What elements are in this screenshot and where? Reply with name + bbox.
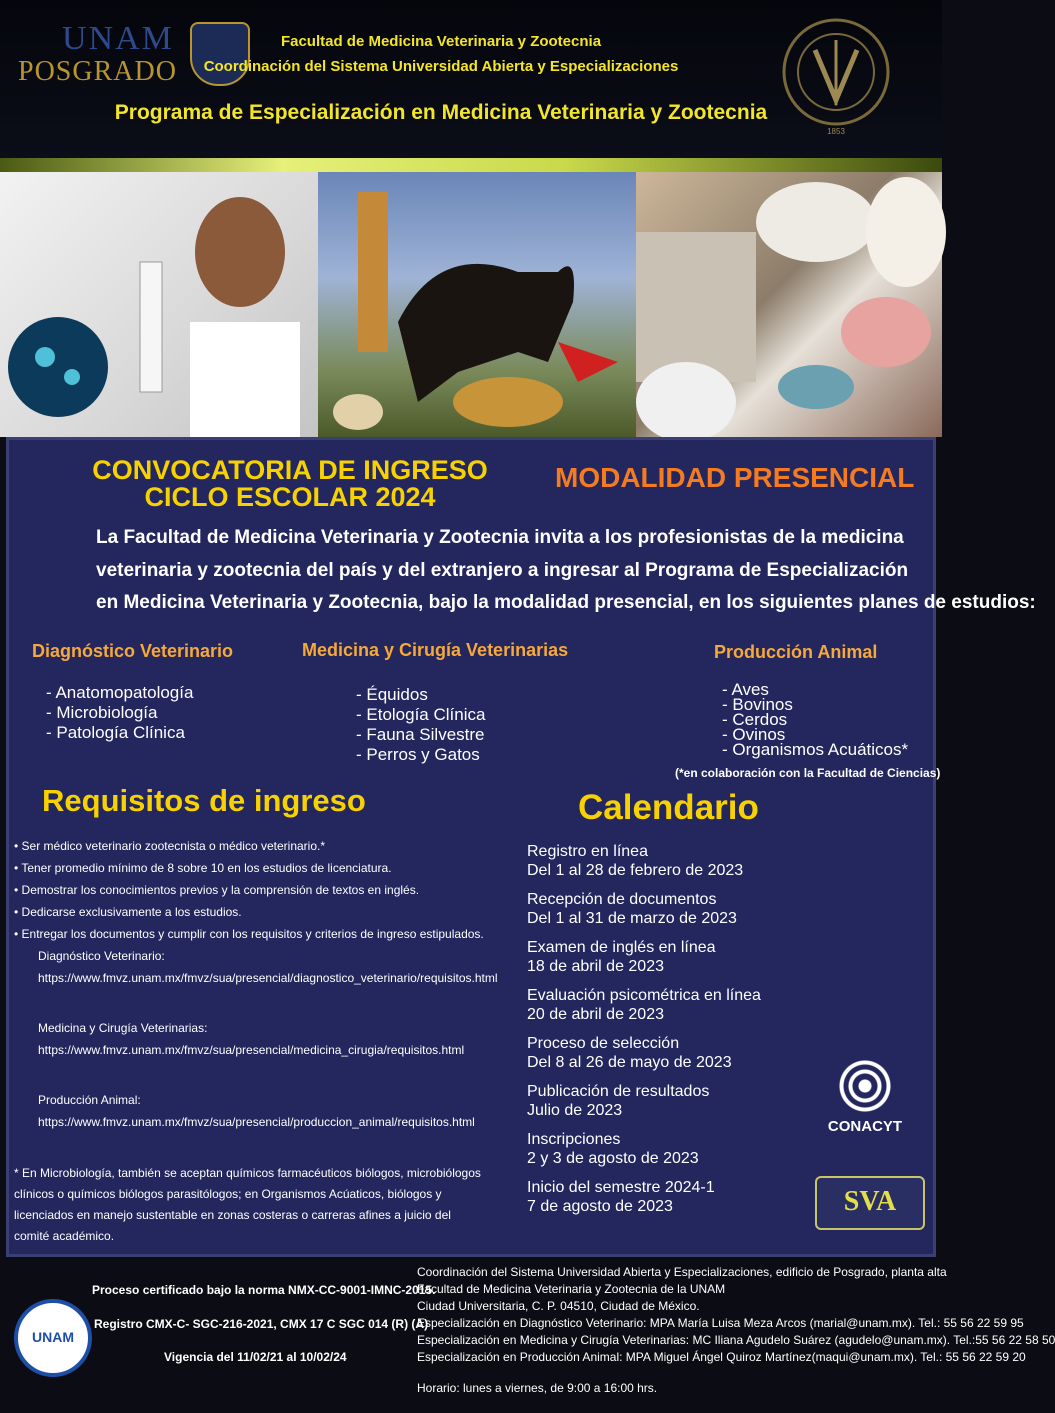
list-item: - Équidos xyxy=(356,685,428,704)
calendar-item xyxy=(527,1082,827,1120)
csva-logo: SVA xyxy=(815,1176,925,1230)
contact-info xyxy=(417,1264,1055,1397)
wildlife-photo xyxy=(318,172,636,437)
horario: Horario: lunes a viernes, de 9:00 a 16:00 hrs. xyxy=(417,1381,658,1395)
badge-label: UNAM xyxy=(32,1329,74,1345)
plan-produccion-list xyxy=(722,682,908,757)
calendario-list xyxy=(527,842,827,1226)
plan-medicina-title: Medicina y Cirugía Veterinarias xyxy=(302,640,569,660)
fmvz-seal-icon xyxy=(765,10,907,140)
requisito-item: • Demostrar los conocimientos previos y la comprensión de textos en inglés. xyxy=(14,883,420,897)
list-item: - Anatomopatología xyxy=(46,683,194,702)
lab-microscope-photo xyxy=(0,172,318,437)
plan-medicina-list xyxy=(356,685,485,765)
requisito-item: • Ser médico veterinario zootecnista o médico veterinario.* xyxy=(14,839,326,853)
calendar-date: Del 1 al 28 de febrero de 2023 xyxy=(527,862,744,879)
contact-line: Ciudad Universitaria, C. P. 04510, Ciudad de México. xyxy=(417,1299,700,1313)
cert-vigencia: Vigencia del 11/02/21 al 10/02/24 xyxy=(164,1350,347,1364)
list-item: - Etología Clínica xyxy=(356,705,486,724)
calendar-item xyxy=(527,842,827,880)
list-item: - Ovinos xyxy=(722,725,786,744)
link-produccion[interactable]: https://www.fmvz.unam.mx/fmvz/sua/presencial/produccion_animal/requisitos.html xyxy=(38,1115,475,1129)
calendar-date: 2 y 3 de agosto de 2023 xyxy=(527,1150,699,1167)
requisito-item: • Dedicarse exclusivamente a los estudios. xyxy=(14,905,242,919)
calendar-item xyxy=(527,1130,827,1168)
contact-line: Facultad de Medicina Veterinaria y Zootecnia de la UNAM xyxy=(417,1282,726,1296)
conacyt-label: CONACYT xyxy=(827,1118,903,1135)
program-title: Programa de Especialización en Medicina Veterinaria y Zootecnia xyxy=(114,101,768,124)
coordination-name: Coordinación del Sistema Universidad Abierta y Especializaciones xyxy=(203,58,679,75)
requisitos-note: * En Microbiología, también se aceptan químicos farmacéuticos biólogos, microbiólogos clínicos o químicos biólogos parasitólogos; en Organismos Acúaticos, biólogos y licenciados en manejo sustentable en zonas costeras o carreras afines a juicio del comité académico. xyxy=(14,1166,481,1243)
photo-banner xyxy=(0,172,942,437)
link-medicina[interactable]: https://www.fmvz.unam.mx/fmvz/sua/presencial/medicina_cirugia/requisitos.html xyxy=(38,1043,465,1057)
unam-posgrado-logo xyxy=(18,20,188,90)
contact-line: Especialización en Producción Animal: MPA Miguel Ángel Quiroz Martínez(maqui@unam.mx). Tel.: 55 56 22 59 20 xyxy=(417,1350,1026,1364)
intro-line-2: veterinaria y zootecnia del país y del extranjero a ingresar al Programa de Especialización xyxy=(96,560,909,581)
calendar-date: Julio de 2023 xyxy=(527,1102,623,1119)
list-item: - Microbiología xyxy=(46,703,158,722)
calendar-item xyxy=(527,986,827,1024)
calendar-item xyxy=(527,1034,827,1072)
contact-line: Especialización en Diagnóstico Veterinario: MPA María Luisa Meza Arcos (marial@unam.mx). Tel.: 55 56 22 59 95 xyxy=(417,1316,1024,1330)
list-item: - Organismos Acuáticos* xyxy=(722,740,909,759)
conacyt-dots-icon xyxy=(835,1058,895,1114)
requisitos-list xyxy=(14,838,498,1164)
list-item: - Aves xyxy=(722,680,769,699)
certification-badge xyxy=(14,1299,92,1377)
link-diagnostico[interactable]: https://www.fmvz.unam.mx/fmvz/sua/presencial/diagnostico_veterinario/requisitos.html xyxy=(38,971,498,985)
calendar-event: Recepción de documentos xyxy=(527,891,717,908)
plan-diagnostico-title: Diagnóstico Veterinario xyxy=(32,641,234,661)
faculty-name: Facultad de Medicina Veterinaria y Zootecnia xyxy=(280,33,602,50)
calendar-event: Registro en línea xyxy=(527,843,648,860)
list-item: - Fauna Silvestre xyxy=(356,725,485,744)
cert-norma: Proceso certificado bajo la norma NMX-CC-9001-IMNC-2015. xyxy=(92,1283,436,1297)
list-item: - Bovinos xyxy=(722,695,793,714)
calendar-date: 18 de abril de 2023 xyxy=(527,958,664,975)
list-item: - Patología Clínica xyxy=(46,723,185,742)
modalidad-label: MODALIDAD PRESENCIAL xyxy=(555,462,915,493)
contact-line: Coordinación del Sistema Universidad Abierta y Especializaciones, edificio de Posgrado, planta alta xyxy=(417,1265,947,1279)
calendar-event: Inscripciones xyxy=(527,1131,621,1148)
link-label-medicina: Medicina y Cirugía Veterinarias: xyxy=(38,1021,208,1035)
decorative-stripe xyxy=(0,158,942,172)
calendar-item xyxy=(527,1178,827,1216)
requisitos-title: Requisitos de ingreso xyxy=(42,783,366,818)
contact-line: Especialización en Medicina y Cirugía Veterinarias: MC Iliana Agudelo Suárez (agudelo@unam.mx). Tel.:55 56 22 58 50 xyxy=(417,1333,1055,1347)
convocatoria-title: CONVOCATORIA DE INGRESO xyxy=(92,455,488,485)
link-label-diagnostico: Diagnóstico Veterinario: xyxy=(38,949,165,963)
seal-year: 1853 xyxy=(827,127,845,136)
calendar-event: Proceso de selección xyxy=(527,1035,680,1052)
calendar-item xyxy=(527,938,827,976)
list-item: - Perros y Gatos xyxy=(356,745,480,764)
requisito-item: • Tener promedio mínimo de 8 sobre 10 en los estudios de licenciatura. xyxy=(14,861,392,875)
calendar-date: 7 de agosto de 2023 xyxy=(527,1198,673,1215)
calendar-date: 20 de abril de 2023 xyxy=(527,1006,664,1023)
calendar-item xyxy=(527,890,827,928)
plan-diagnostico-list xyxy=(46,683,193,743)
calendar-event: Publicación de resultados xyxy=(527,1083,710,1100)
requisito-item: • Entregar los documentos y cumplir con los requisitos y criterios de ingreso estipulados. xyxy=(14,927,484,941)
calendar-event: Examen de inglés en línea xyxy=(527,939,716,956)
farm-animals-photo xyxy=(636,172,942,437)
list-item: - Cerdos xyxy=(722,710,788,729)
calendar-date: Del 8 al 26 de mayo de 2023 xyxy=(527,1054,732,1071)
calendar-event: Evaluación psicométrica en línea xyxy=(527,987,761,1004)
intro-line-3: en Medicina Veterinaria y Zootecnia, bajo la modalidad presencial, en los siguientes planes de estudios: xyxy=(96,592,1036,613)
calendar-event: Inicio del semestre 2024-1 xyxy=(527,1179,715,1196)
logo-bottom-text: POSGRADO xyxy=(18,56,177,87)
conacyt-logo xyxy=(815,1058,915,1136)
produccion-note: (*en colaboración con la Facultad de Ciencias) xyxy=(675,766,941,780)
cert-registro: Registro CMX-C- SGC-216-2021, CMX 17 C SGC 014 (R) (A) xyxy=(94,1317,429,1331)
ciclo-escolar-title: CICLO ESCOLAR 2024 xyxy=(144,482,436,512)
calendario-title: Calendario xyxy=(578,788,759,827)
logo-top-text: UNAM xyxy=(62,20,174,57)
plan-produccion-title: Producción Animal xyxy=(714,642,878,662)
intro-line-1: La Facultad de Medicina Veterinaria y Zootecnia invita a los profesionistas de la medicina xyxy=(96,527,904,548)
link-label-produccion: Producción Animal: xyxy=(38,1093,141,1107)
unam-shield-icon xyxy=(190,22,250,86)
calendar-date: Del 1 al 31 de marzo de 2023 xyxy=(527,910,737,927)
